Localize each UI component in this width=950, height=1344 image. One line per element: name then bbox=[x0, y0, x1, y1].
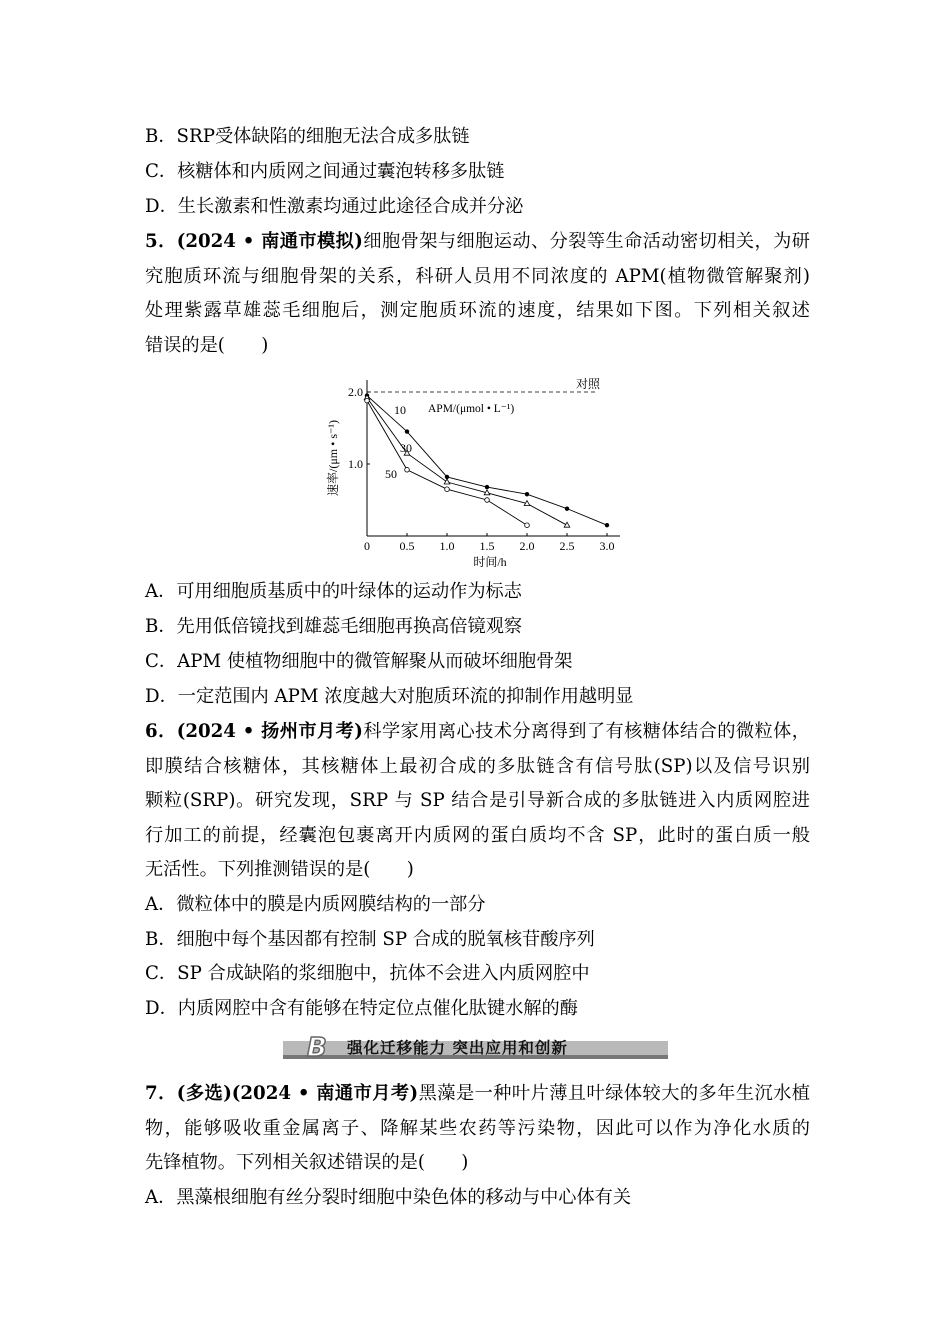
q6-stem-line-4: 行加工的前提，经囊泡包裹离开内质网的蛋白质均不含 SP，此时的蛋白质一般 bbox=[145, 825, 810, 846]
banner-title: 强化迁移能力 突出应用和创新 bbox=[347, 1039, 568, 1057]
x-tick-label: 2.5 bbox=[559, 539, 575, 553]
q7-source: (多选)(2024 • 南通市月考) bbox=[176, 1083, 419, 1104]
series-label-30: 30 bbox=[400, 441, 412, 455]
q5-stem-line-4: 错误的是( ) bbox=[145, 335, 269, 356]
point-10 bbox=[405, 429, 409, 433]
q6-option-b: B．细胞中每个基因都有控制 SP 合成的脱氧核苷酸序列 bbox=[145, 929, 595, 950]
point-10 bbox=[605, 523, 609, 527]
series-line-50 bbox=[367, 401, 527, 526]
q4-option-b: B．SRP受体缺陷的细胞无法合成多肽链 bbox=[145, 126, 470, 147]
point-50 bbox=[365, 398, 370, 403]
q6-stem-line-2: 即膜结合核糖体，其核糖体上最初合成的多肽链含有信号肽(SP)以及信号识别 bbox=[145, 756, 810, 777]
q5-option-d: D．一定范围内 APM 浓度越大对胞质环流的抑制作用越明显 bbox=[145, 686, 634, 707]
q7-stem-line-3: 先锋植物。下列相关叙述错误的是( ) bbox=[145, 1152, 469, 1173]
q4-option-d: D．生长激素和性激素均通过此途径合成并分泌 bbox=[145, 196, 524, 217]
point-50 bbox=[485, 498, 490, 503]
q5-stem-line-3: 处理紫露草雄蕊毛细胞后，测定胞质环流的速度，结果如下图。下列相关叙述 bbox=[145, 300, 810, 321]
point-50 bbox=[445, 487, 450, 492]
section-banner bbox=[283, 1033, 668, 1063]
control-label: 对照 bbox=[576, 377, 601, 391]
y-axis-label: 速率/(μm • s⁻¹) bbox=[326, 420, 340, 496]
y-tick-label: 1.0 bbox=[348, 457, 363, 471]
q5-option-c: C．APM 使植物细胞中的微管解聚从而破坏细胞骨架 bbox=[145, 651, 573, 672]
q7-stem-text: 黑藻是一种叶片薄且叶绿体较大的多年生沉水植 bbox=[418, 1083, 810, 1104]
q7-number: 7． bbox=[145, 1083, 177, 1104]
point-30 bbox=[444, 479, 450, 484]
legend-title: APM/(μmol • L⁻¹) bbox=[428, 403, 515, 415]
q5-source: (2024 • 南通市模拟) bbox=[176, 231, 363, 252]
q5-option-b: B．先用低倍镜找到雄蕊毛细胞再换高倍镜观察 bbox=[145, 616, 523, 637]
point-10 bbox=[485, 485, 489, 489]
q6-stem-text: 科学家用离心技术分离得到了有核糖体结合的微粒体， bbox=[362, 721, 810, 742]
x-tick-label: 1.0 bbox=[439, 539, 455, 553]
q6-option-a: A．微粒体中的膜是内质网膜结构的一部分 bbox=[145, 894, 486, 915]
x-axis-label: 时间/h bbox=[473, 555, 507, 569]
q5-stem-line-2: 究胞质环流与细胞骨架的关系，科研人员用不同浓度的 APM(植物微管解聚剂) bbox=[145, 266, 810, 287]
q7-stem-line-1 bbox=[145, 1082, 810, 1106]
q5-number: 5． bbox=[145, 231, 177, 252]
y-tick-label: 2.0 bbox=[348, 385, 363, 399]
q7-stem-line-2: 物，能够吸收重金属离子、降解某些农药等污染物，因此可以作为净化水质的 bbox=[145, 1118, 810, 1139]
q5-stem-line-1 bbox=[145, 230, 810, 254]
x-tick-label: 1.5 bbox=[479, 539, 495, 553]
apm-cytoplasmic-streaming-chart bbox=[320, 376, 630, 572]
point-10 bbox=[565, 506, 569, 510]
series-label-50: 50 bbox=[385, 467, 397, 481]
q6-source: (2024 • 扬州市月考) bbox=[176, 721, 363, 742]
series-label-10: 10 bbox=[394, 403, 406, 417]
q6-option-c: C．SP 合成缺陷的浆细胞中，抗体不会进入内质网腔中 bbox=[145, 963, 590, 984]
x-tick-label: 2.0 bbox=[519, 539, 535, 553]
x-tick-label: 3.0 bbox=[599, 539, 615, 553]
q6-stem-line-1 bbox=[145, 720, 810, 744]
q4-option-c: C．核糖体和内质网之间通过囊泡转移多肽链 bbox=[145, 161, 505, 182]
q6-stem-line-3: 颗粒(SRP)。研究发现，SRP 与 SP 结合是引导新合成的多肽链进入内质网腔进 bbox=[145, 790, 810, 811]
q5-option-a: A．可用细胞质基质中的叶绿体的运动作为标志 bbox=[145, 581, 522, 602]
x-tick-label: 0.5 bbox=[399, 539, 415, 553]
q6-option-d: D．内质网腔中含有能够在特定位点催化肽键水解的酶 bbox=[145, 998, 578, 1019]
q6-stem-line-5: 无活性。下列推测错误的是( ) bbox=[145, 859, 414, 880]
point-50 bbox=[405, 467, 410, 472]
q6-number: 6． bbox=[145, 721, 177, 742]
q5-stem-text: 细胞骨架与细胞运动、分裂等生命活动密切相关，为研 bbox=[362, 231, 810, 252]
x-tick-label: 0 bbox=[364, 539, 370, 553]
banner-letter: B bbox=[307, 1033, 327, 1063]
point-10 bbox=[525, 492, 529, 496]
point-50 bbox=[525, 523, 530, 528]
point-30 bbox=[564, 522, 570, 527]
q7-option-a: A．黑藻根细胞有丝分裂时细胞中染色体的移动与中心体有关 bbox=[145, 1187, 632, 1208]
